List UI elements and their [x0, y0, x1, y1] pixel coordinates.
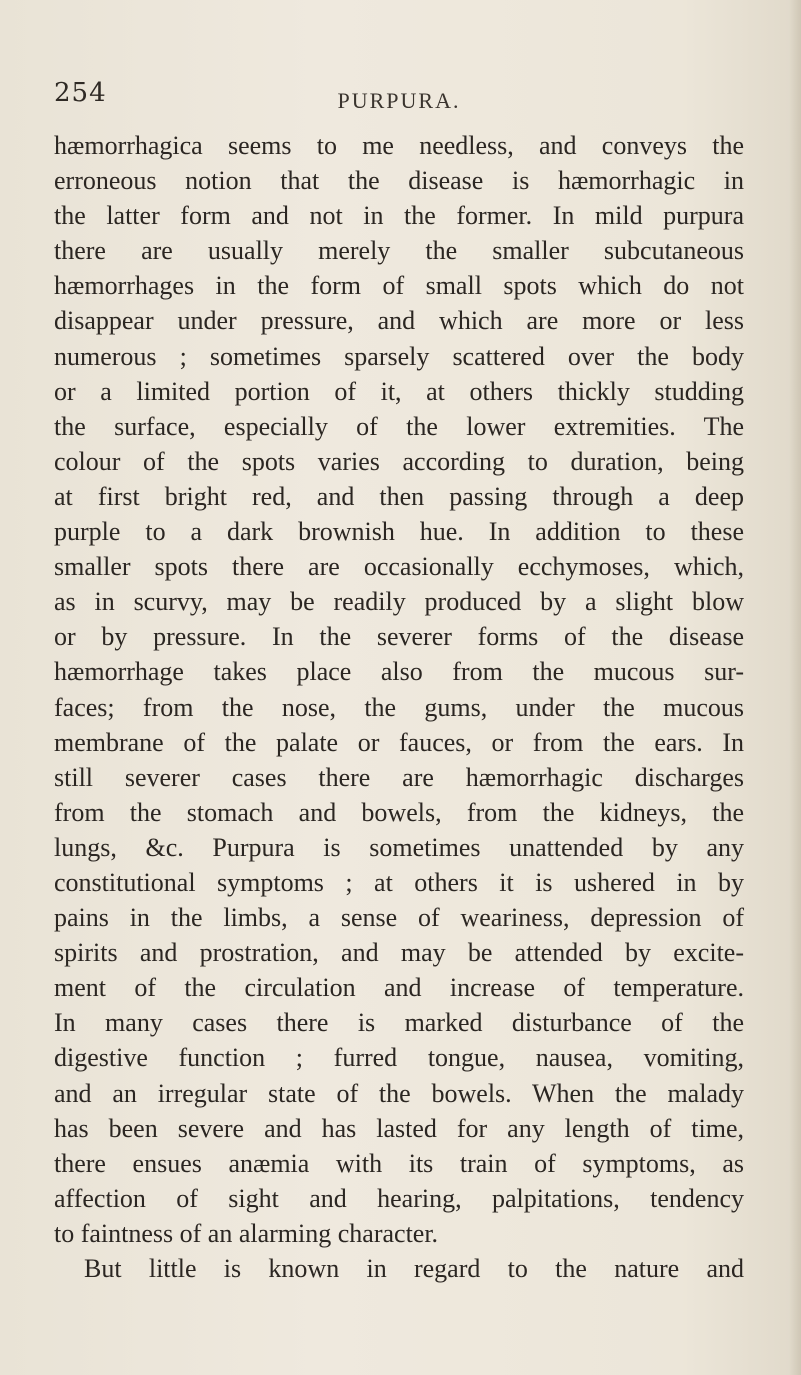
- text-line: constitutional symptoms ; at others it is ushered in by: [54, 867, 744, 897]
- text-line: pains in the limbs, a sense of weariness, depression of: [54, 903, 744, 933]
- text-line: or by pressure. In the severer forms of the disease: [54, 622, 744, 652]
- text-line: smaller spots there are occasionally ecchymoses, which,: [54, 552, 744, 582]
- text-line: affection of sight and hearing, palpitations, tendency: [54, 1183, 744, 1213]
- running-title: PURPURA.: [337, 88, 461, 113]
- text-line: hæmorrhagica seems to me needless, and conveys the: [54, 131, 744, 160]
- text-line: hæmorrhages in the form of small spots which do not: [54, 271, 744, 301]
- text-line: to faintness of an alarming character.: [54, 1218, 439, 1248]
- running-head: [54, 78, 744, 118]
- text-line: the latter form and not in the former. In mild purpura: [54, 201, 744, 231]
- text-line: there are usually merely the smaller subcutaneous: [54, 236, 744, 266]
- text-line: digestive function ; furred tongue, nausea, vomiting,: [54, 1043, 744, 1073]
- text-line: or a limited portion of it, at others thickly studding: [54, 376, 744, 406]
- text-line: as in scurvy, may be readily produced by a slight blow: [54, 587, 744, 617]
- text-line: disappear under pressure, and which are more or less: [54, 306, 744, 336]
- text-line: from the stomach and bowels, from the kidneys, the: [54, 797, 744, 827]
- page-number: 254: [54, 78, 107, 108]
- text-line: has been severe and has lasted for any length of time,: [54, 1113, 744, 1143]
- body-text: [54, 128, 744, 1286]
- text-line: erroneous notion that the disease is hæmorrhagic in: [54, 166, 744, 196]
- text-line: and an irregular state of the bowels. When the malady: [54, 1078, 744, 1108]
- text-line: spirits and prostration, and may be attended by excite-: [54, 938, 744, 968]
- text-line: there ensues anæmia with its train of symptoms, as: [54, 1148, 744, 1178]
- text-line: numerous ; sometimes sparsely scattered over the body: [54, 341, 744, 371]
- text-line: membrane of the palate or fauces, or from the ears. In: [54, 727, 744, 757]
- text-line: still severer cases there are hæmorrhagic discharges: [54, 762, 744, 792]
- text-line: lungs, &c. Purpura is sometimes unattended by any: [54, 832, 744, 862]
- text-line: the surface, especially of the lower extremities. The: [54, 411, 744, 441]
- text-line: hæmorrhage takes place also from the mucous sur-: [54, 657, 744, 687]
- text-line: purple to a dark brownish hue. In addition to these: [54, 517, 744, 547]
- text-line: ment of the circulation and increase of temperature.: [54, 973, 744, 1003]
- text-line: faces; from the nose, the gums, under the mucous: [54, 692, 744, 722]
- text-line: In many cases there is marked disturbance of the: [54, 1008, 744, 1038]
- text-line: colour of the spots varies according to duration, being: [54, 446, 744, 476]
- text-line: But little is known in regard to the nature and: [84, 1254, 744, 1283]
- page-edge-shadow: [789, 0, 801, 1375]
- text-line: at first bright red, and then passing through a deep: [54, 481, 744, 511]
